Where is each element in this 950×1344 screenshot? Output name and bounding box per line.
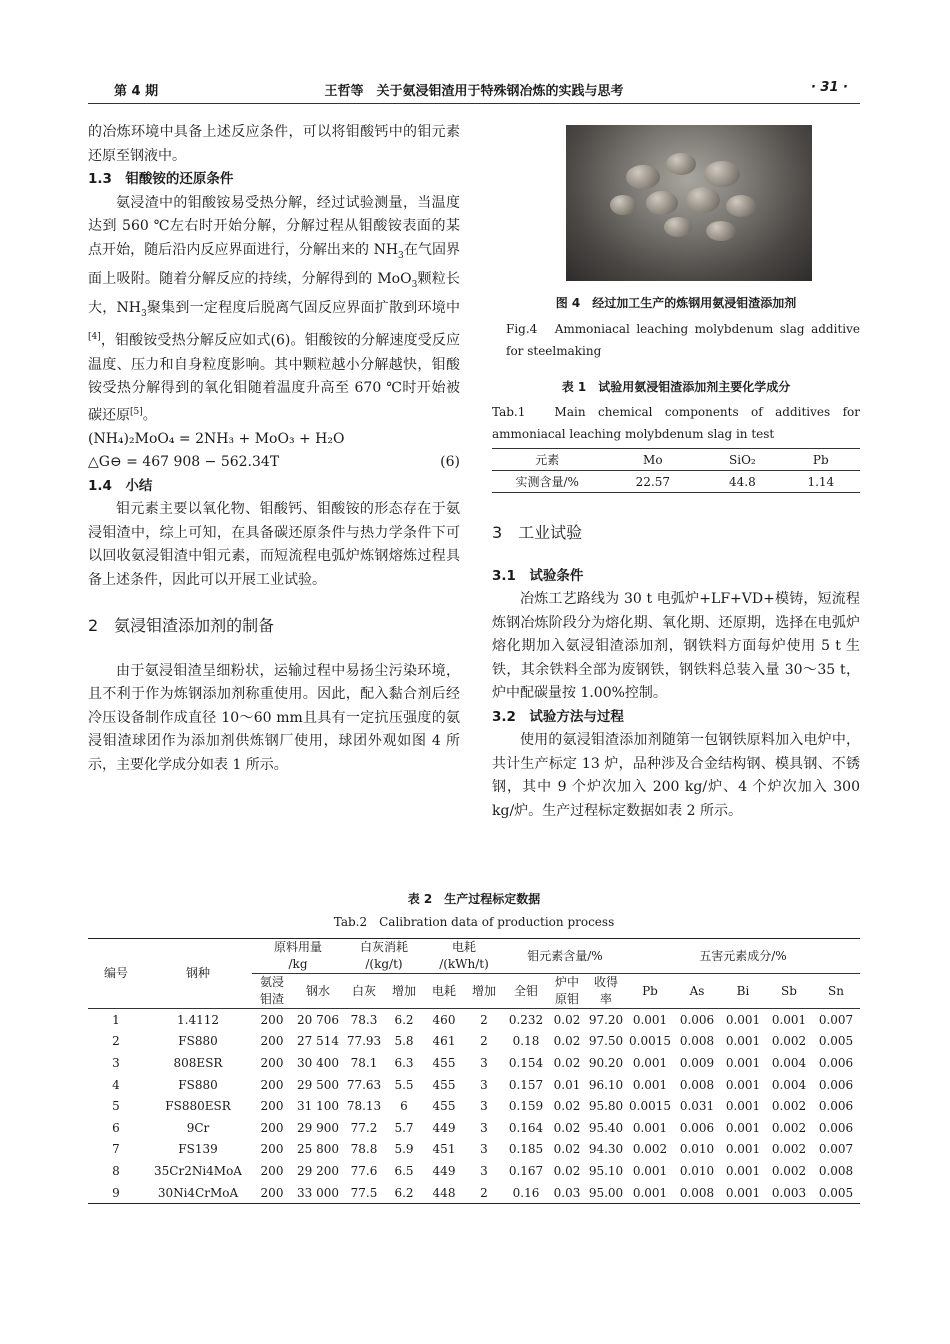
paragraph-test-conditions: 冶炼工艺路线为 30 t 电弧炉+LF+VD+模铸，短流程炼钢冶炼阶段分为熔化期、氧化期、还原期，选择在电弧炉熔化期加入氨浸钼渣添加剂，钢铁料方面每炉使用 5 t 生铁，其余铁料全部为废钢铁，钢铁料总装入量 30～35 t，炉中配碳量按 1.00%控制。 [492, 591, 860, 701]
header-furnace-mo: 炉中 原钼 [548, 974, 586, 1009]
citation-5[interactable]: [5] [130, 406, 143, 417]
figure-4-caption-cn: 图 4 经过加工生产的炼钢用氨浸钼渣添加剂 [555, 296, 797, 310]
table-cell: 2 [480, 1034, 488, 1049]
table-cell: 0.02 [553, 1099, 581, 1114]
table-cell: 0.157 [508, 1077, 544, 1092]
header-harmful-elements: 五害元素成分/% [626, 939, 860, 974]
table-cell: 31 100 [297, 1099, 339, 1114]
table-cell: 0.0015 [629, 1099, 671, 1114]
header-molten-steel: 钢水 [292, 974, 344, 1009]
header-lime-sub: 白灰 [344, 974, 384, 1009]
table-2-caption-cn: 表 2 生产过程标定数据 [407, 892, 541, 906]
table-cell: 7 [112, 1142, 120, 1157]
table-cell: 200 [260, 1163, 284, 1178]
table-cell: 78.13 [346, 1099, 382, 1114]
table-cell: 460 [432, 1012, 456, 1027]
table-cell: 0.006 [818, 1077, 854, 1092]
table-cell: FS880 [178, 1034, 218, 1049]
table-cell: 25 800 [297, 1142, 339, 1157]
table-cell: 0.001 [725, 1163, 761, 1178]
table-cell: 77.6 [350, 1163, 378, 1178]
running-header [88, 78, 860, 100]
table-row [88, 1095, 860, 1117]
table-cell: 29 900 [297, 1120, 339, 1135]
table-cell: 6.2 [384, 1182, 424, 1204]
table-cell: 0.0015 [629, 1034, 671, 1049]
table-cell: 0.002 [771, 1163, 807, 1178]
table-cell: 0.003 [766, 1182, 812, 1204]
table-cell: 0.02 [553, 1120, 581, 1135]
table-cell: 33 000 [292, 1182, 344, 1204]
table-cell: FS880 [178, 1077, 218, 1092]
section-3-1-heading: 3.1 试验条件 [492, 567, 584, 584]
header-yield: 收得 率 [586, 974, 626, 1009]
table-cell: SiO₂ [703, 449, 781, 471]
table-cell: 3 [112, 1055, 120, 1070]
table-cell: 元素 [492, 449, 602, 471]
citation-4[interactable]: [4] [88, 332, 101, 343]
table-cell: 0.18 [512, 1034, 540, 1049]
table-cell: 2 [464, 1182, 504, 1204]
header-pb: Pb [626, 974, 674, 1009]
table-cell: 77.93 [346, 1034, 382, 1049]
header-no: 编号 [88, 939, 144, 1009]
table-cell: 0.007 [818, 1142, 854, 1157]
table-cell: 44.8 [703, 471, 781, 493]
table-cell: 29 200 [297, 1163, 339, 1178]
table-cell: 1 [112, 1012, 120, 1027]
table-cell: 200 [260, 1055, 284, 1070]
table-cell: 3 [480, 1142, 488, 1157]
table-cell: 0.03 [548, 1182, 586, 1204]
table-cell: 200 [260, 1034, 284, 1049]
table-cell: 0.002 [771, 1142, 807, 1157]
table-cell: 0.164 [508, 1120, 544, 1135]
header-as: As [674, 974, 720, 1009]
header-sn: Sn [812, 974, 860, 1009]
table-cell: 0.02 [553, 1163, 581, 1178]
table-2-caption-en: Tab.2 Calibration data of production process [333, 915, 615, 929]
table-cell: 0.008 [674, 1182, 720, 1204]
header-rule [88, 103, 860, 104]
table-cell: 455 [432, 1055, 456, 1070]
table-cell: 5.8 [394, 1034, 414, 1049]
table-cell: 77.2 [350, 1120, 378, 1135]
table-cell: 0.005 [812, 1182, 860, 1204]
table-cell: 97.50 [588, 1034, 624, 1049]
table-cell: 200 [260, 1077, 284, 1092]
equation-number: (6) [440, 454, 460, 471]
table-cell: 9Cr [186, 1120, 210, 1135]
table-cell: 0.001 [632, 1163, 668, 1178]
paragraph-summary: 钼元素主要以氧化物、钼酸钙、钼酸铵的形态存在于氨浸钼渣中，综上可知，在具备碳还原条件与热力学条件下可以回收氨浸钼渣中钼元素，而短流程电弧炉炼钢熔炼过程具备上述条件，因此可以开展工业试验。 [88, 501, 460, 588]
table-cell: 0.16 [504, 1182, 548, 1204]
table-cell: 455 [432, 1077, 456, 1092]
paragraph-continued: 的冶炼环境中具备上述反应条件，可以将钼酸钙中的钼元素还原至钢液中。 [88, 124, 460, 164]
table-cell: 22.57 [602, 471, 703, 493]
table-cell: Pb [782, 449, 860, 471]
table-cell: 2 [480, 1012, 488, 1027]
table-cell: 0.006 [679, 1012, 715, 1027]
table-cell: 0.001 [626, 1182, 674, 1204]
section-3-heading: 3 工业试验 [492, 523, 583, 542]
table-row [88, 1117, 860, 1139]
figure-4-caption-en: Fig.4 Ammoniacal leaching molybdenum slag additive for steelmaking [506, 322, 860, 358]
table-1-header-row [492, 449, 860, 471]
table-cell: 0.159 [508, 1099, 544, 1114]
table-cell: 0.005 [818, 1034, 854, 1049]
header-power: 电耗 [424, 974, 464, 1009]
table-cell: 5.7 [394, 1120, 414, 1135]
issue-number: 第 4 期 [114, 84, 159, 99]
table-cell: FS880ESR [165, 1099, 231, 1114]
running-title: 王哲等 关于氨浸钼渣用于特殊钢冶炼的实践与思考 [324, 84, 624, 99]
table-cell: 30Ni4CrMoA [144, 1182, 252, 1204]
table-cell: FS139 [178, 1142, 218, 1157]
table-cell: 0.008 [679, 1077, 715, 1092]
table-cell: 0.010 [679, 1163, 715, 1178]
section-1-3-heading: 1.3 钼酸铵的还原条件 [88, 171, 234, 187]
table-cell: 0.001 [632, 1120, 668, 1135]
table-cell: 0.185 [508, 1142, 544, 1157]
table-cell: 0.006 [818, 1120, 854, 1135]
table-cell: 6 [112, 1120, 120, 1135]
header-electricity: 电耗 /(kWh/t) [424, 939, 504, 974]
table-cell: 3 [480, 1163, 488, 1178]
table-cell: 1.14 [782, 471, 860, 493]
header-increase: 增加 [384, 974, 424, 1009]
table-cell: 0.004 [771, 1077, 807, 1092]
table-cell: 0.001 [720, 1182, 766, 1204]
page-number: · 31 · [810, 80, 848, 95]
table-1-caption-cn: 表 1 试验用氨浸钼渣添加剂主要化学成分 [561, 380, 791, 394]
table-cell: 95.40 [588, 1120, 624, 1135]
table-cell: 0.232 [508, 1012, 544, 1027]
section-2-heading: 2 氨浸钼渣添加剂的制备 [88, 616, 275, 636]
table-cell: 0.154 [508, 1055, 544, 1070]
table-cell: 77.5 [344, 1182, 384, 1204]
table-cell: 0.02 [553, 1012, 581, 1027]
table-cell: 200 [260, 1142, 284, 1157]
table-cell: 0.008 [679, 1034, 715, 1049]
table-cell: 5 [112, 1099, 120, 1114]
table-cell: 0.001 [725, 1120, 761, 1135]
table-cell: 5.9 [394, 1142, 414, 1157]
table-cell: 200 [260, 1012, 284, 1027]
paragraph-test-method: 使用的氨浸钼渣添加剂随第一包钢铁原料加入电炉中，共计生产标定 13 炉，品种涉及合金结构钢、模具钢、不锈钢，其中 9 个炉次加入 200 kg/炉、4 个炉次加入 300 kg/炉。生产过程标定数据如表 2 所示。 [492, 732, 860, 819]
table-cell: 95.00 [586, 1182, 626, 1204]
table-cell: 449 [432, 1163, 456, 1178]
table-cell: 6.5 [394, 1163, 414, 1178]
table-cell: 0.001 [771, 1012, 807, 1027]
table-cell: 1.4112 [177, 1012, 219, 1027]
table-cell: 6.2 [394, 1012, 414, 1027]
table-cell: 0.001 [632, 1077, 668, 1092]
table-cell: 77.63 [346, 1077, 382, 1092]
table-1 [492, 448, 860, 493]
table-row [88, 1182, 860, 1204]
table-cell: 90.20 [588, 1055, 624, 1070]
table-cell: 0.167 [508, 1163, 544, 1178]
table-cell: 0.02 [553, 1034, 581, 1049]
table-cell: 0.002 [771, 1034, 807, 1049]
header-increase-2: 增加 [464, 974, 504, 1009]
table-cell: 6.3 [394, 1055, 414, 1070]
table-2 [88, 938, 860, 1204]
table-row [88, 1052, 860, 1074]
table-cell: 461 [432, 1034, 456, 1049]
table-cell: 0.002 [771, 1120, 807, 1135]
table-row [88, 1160, 860, 1182]
table-row [88, 1009, 860, 1031]
table-cell: 96.10 [588, 1077, 624, 1092]
table-cell: 实测含量/% [492, 471, 602, 493]
table-cell: 78.8 [350, 1142, 378, 1157]
table-cell: 78.1 [350, 1055, 378, 1070]
table-cell: 0.001 [725, 1099, 761, 1114]
table-cell: 8 [112, 1163, 120, 1178]
table-row [88, 1139, 860, 1161]
table-cell: 95.10 [588, 1163, 624, 1178]
table-cell: 35Cr2Ni4MoA [154, 1163, 242, 1178]
table-cell: 451 [432, 1142, 456, 1157]
table-cell: 27 514 [297, 1034, 339, 1049]
table-cell: 78.3 [350, 1012, 378, 1027]
table-cell: 0.031 [679, 1099, 715, 1114]
left-column [88, 121, 460, 777]
table-cell: 0.002 [771, 1099, 807, 1114]
table-row [88, 1074, 860, 1096]
table-cell: 3 [480, 1099, 488, 1114]
table-cell: 0.006 [818, 1099, 854, 1114]
header-raw-material: 原料用量 /kg [252, 939, 344, 974]
table-cell: 5.5 [394, 1077, 414, 1092]
table-cell: 0.006 [679, 1120, 715, 1135]
table-cell: 0.008 [818, 1163, 854, 1178]
table-cell: 0.007 [818, 1012, 854, 1027]
table-1-caption-en: Tab.1 Main chemical components of additives for ammoniacal leaching molybdenum slag in test [492, 405, 860, 441]
table-cell: 97.20 [588, 1012, 624, 1027]
table-cell: 0.01 [553, 1077, 581, 1092]
right-column [492, 521, 860, 823]
table-cell: 3 [480, 1077, 488, 1092]
header-slag: 氨浸 钼渣 [252, 974, 292, 1009]
table-cell: 0.001 [725, 1142, 761, 1157]
paragraph-ammonium-molybdate: 氨浸渣中的钼酸铵易受热分解，经过试验测量，当温度达到 560 ℃左右时开始分解，分解过程从钼酸铵表面的某点开始，随后沿内反应界面进行，分解出来的 $NH_3$在气固界面上吸附。随着分解反应的持续，分解得到的 MoO$_3$颗粒长大，$NH_3$聚集到一定程度后脱离气固反应界面扩散到环境中[4]，钼酸铵受热分解反应如式(6)。钼酸铵的分解速度受反应温度、压力和自身粒度影响。其中颗粒越小分解越快，钼酸铵受热分解得到的氧化钼随着温度升高至 670 ℃时开始被碳还原[5]。 [88, 194, 460, 424]
table-cell: 449 [432, 1120, 456, 1135]
header-total-mo: 全钼 [504, 974, 548, 1009]
figure-4-photo [566, 125, 812, 281]
table-cell: 9 [88, 1182, 144, 1204]
table-cell: 30 400 [297, 1055, 339, 1070]
table-cell: 200 [260, 1120, 284, 1135]
table-cell: 200 [252, 1182, 292, 1204]
table-cell: 0.001 [725, 1055, 761, 1070]
table-cell: 3 [480, 1055, 488, 1070]
table-cell: 448 [424, 1182, 464, 1204]
table-cell: 0.004 [771, 1055, 807, 1070]
section-1-4-heading: 1.4 小结 [88, 477, 153, 494]
header-sb: Sb [766, 974, 812, 1009]
equation-6-line-2: △G⊖ = 467 908 − 562.34T (6) [88, 451, 460, 475]
table-cell: 455 [432, 1099, 456, 1114]
table-cell: 0.02 [553, 1142, 581, 1157]
header-mo-content: 钼元素含量/% [504, 939, 626, 974]
table-cell: 808ESR [173, 1055, 223, 1070]
header-grade: 钢种 [144, 939, 252, 1009]
table-cell: 3 [480, 1120, 488, 1135]
header-bi: Bi [720, 974, 766, 1009]
table-cell: 95.80 [588, 1099, 624, 1114]
table-cell: 0.001 [632, 1055, 668, 1070]
table-cell: 6 [400, 1099, 408, 1114]
header-lime: 白灰消耗 /(kg/t) [344, 939, 424, 974]
section-3-2-heading: 3.2 试验方法与过程 [492, 708, 624, 725]
table-cell: 0.001 [632, 1012, 668, 1027]
table-cell: 0.001 [725, 1077, 761, 1092]
table-cell: 0.02 [553, 1055, 581, 1070]
table-cell: 4 [112, 1077, 120, 1092]
table-1-row [492, 471, 860, 493]
table-cell: 20 706 [297, 1012, 339, 1027]
table-cell: 0.002 [632, 1142, 668, 1157]
table-cell: 2 [112, 1034, 120, 1049]
table-cell: 0.001 [725, 1012, 761, 1027]
table-row [88, 1031, 860, 1053]
table-cell: 0.009 [679, 1055, 715, 1070]
table-cell: Mo [602, 449, 703, 471]
equation-6-line-1: (NH₄)₂MoO₄ = 2NH₃ + MoO₃ + H₂O [88, 430, 345, 447]
table-cell: 0.010 [679, 1142, 715, 1157]
table-cell: 29 500 [297, 1077, 339, 1092]
table-cell: 0.006 [818, 1055, 854, 1070]
table-cell: 94.30 [588, 1142, 624, 1157]
paragraph-preparation: 由于氨浸钼渣呈细粉状，运输过程中易扬尘污染环境，且不利于作为炼钢添加剂称重使用。因此，配入黏合剂后经冷压设备制作成直径 10～60 mm且具有一定抗压强度的氨浸钼渣球团作为添加剂供炼钢厂使用，球团外观如图 4 所示，主要化学成分如表 1 所示。 [88, 662, 460, 773]
table-cell: 0.001 [725, 1034, 761, 1049]
table-cell: 200 [260, 1099, 284, 1114]
